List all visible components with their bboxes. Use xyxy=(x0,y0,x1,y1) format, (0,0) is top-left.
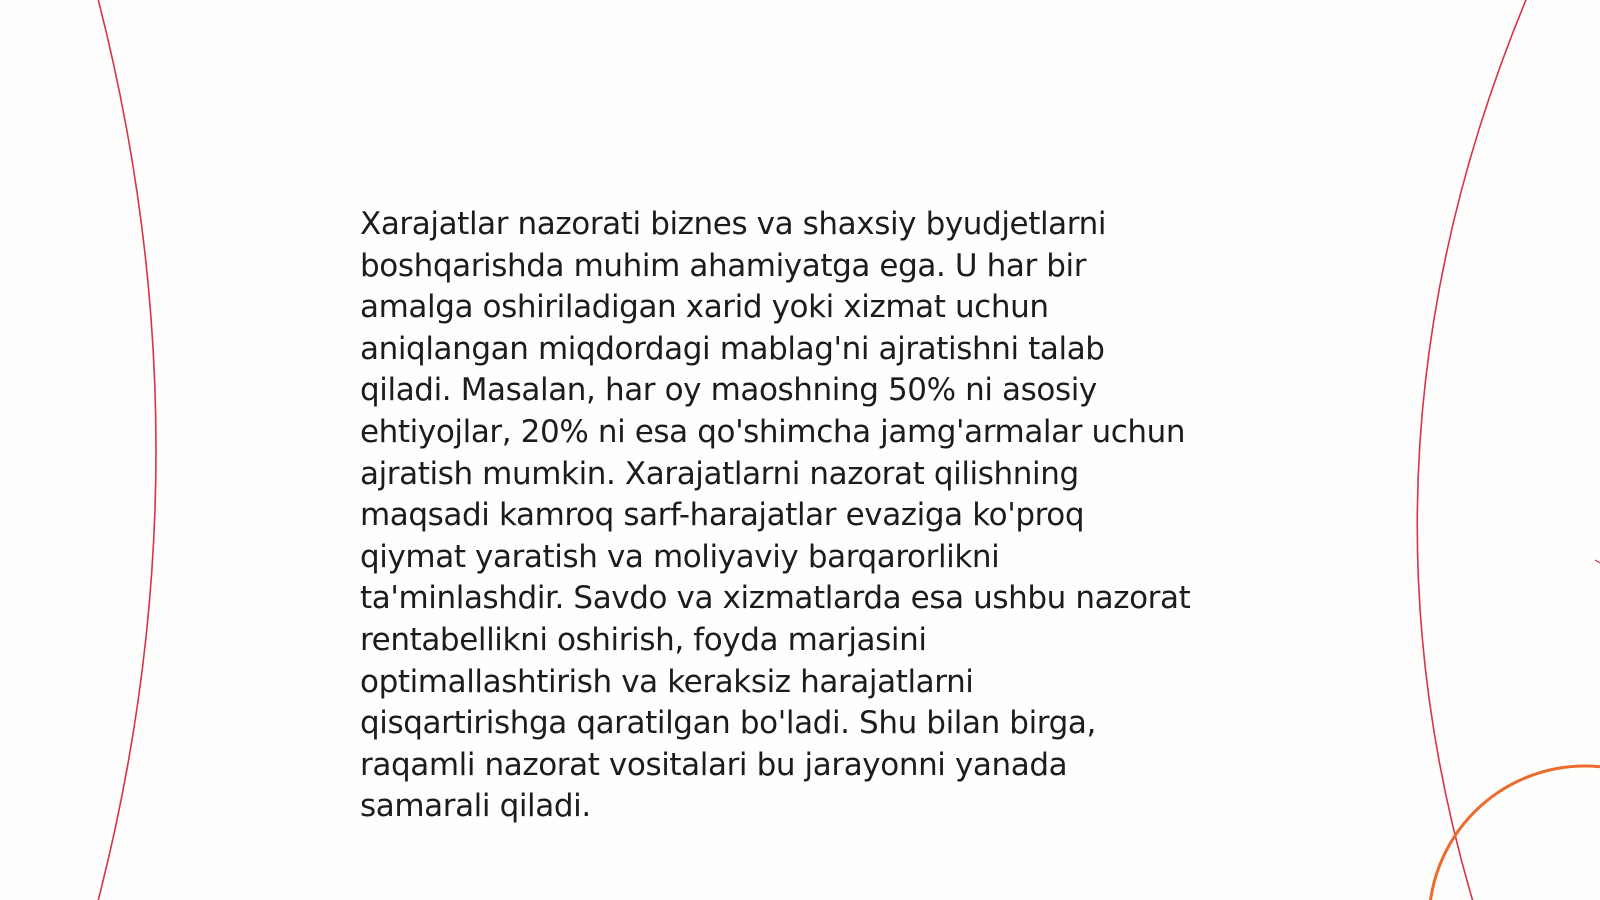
right-curve xyxy=(1417,0,1528,900)
body-paragraph: Xarajatlar nazorati biznes va shaxsiy byudjetlarni boshqarishda muhim ahamiyatga ega. U har bir amalga oshiriladigan xarid yoki xizmat uchun aniqlangan miqdordagi mablag'ni ajratishni talab qiladi. Masalan, har oy maoshning 50% ni asosiy ehtiyojlar, 20% ni esa qo'shimcha jamg'armalar uchun ajratish mumkin. Xarajatlarni nazorat qilishning maqsadi kamroq sarf-harajatlar evaziga ko'proq qiymat yaratish va moliyaviy barqarorlikni ta'minlashdir. Savdo va xizmatlarda esa ushbu nazorat rentabellikni oshirish, foyda marjasini optimallashtirish va keraksiz harajatlarni qisqartirishga qaratilgan bo'ladi. Shu bilan birga, raqamli nazorat vositalari bu jarayonni yanada samarali qiladi. xyxy=(360,206,1191,825)
left-curve xyxy=(97,0,156,900)
small-tick-mark xyxy=(1595,560,1600,563)
